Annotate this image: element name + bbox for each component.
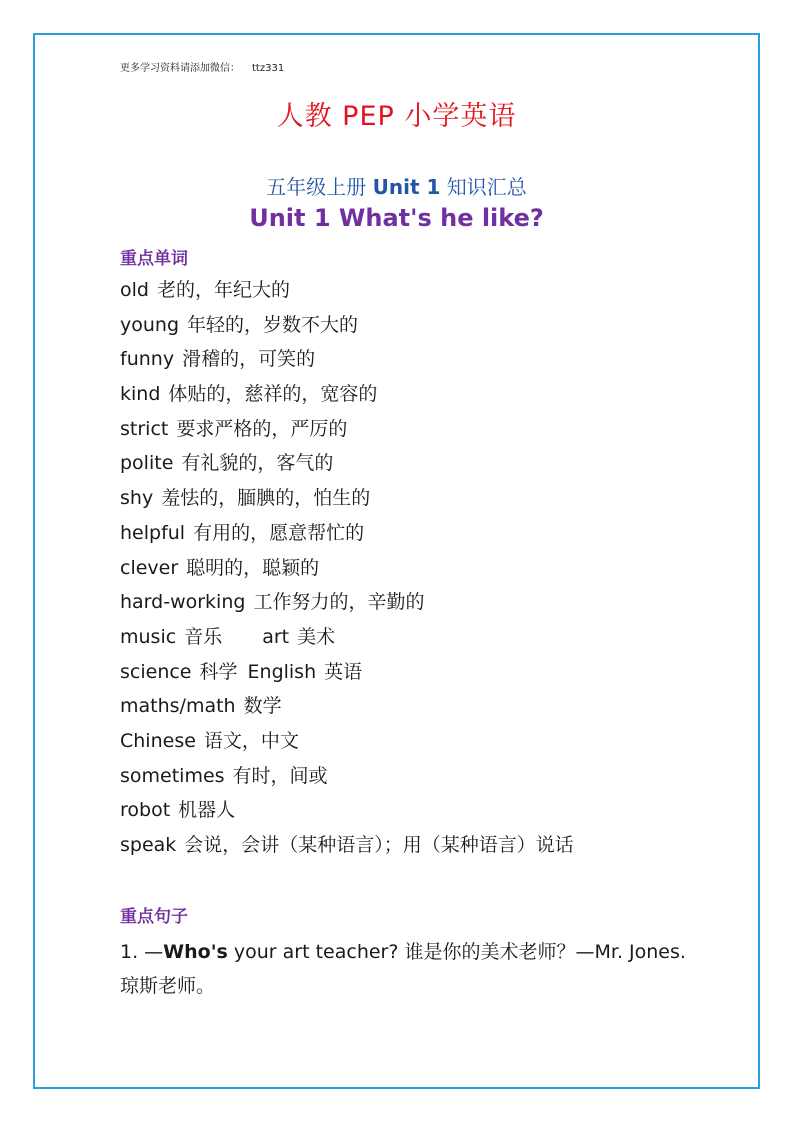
vocab-word: shy [120, 487, 154, 510]
vocab-meaning: 聪明的，聪颖的 [186, 556, 320, 579]
vocab-meaning: 机器人 [178, 799, 236, 822]
vocab-meaning: 滑稽的，可笑的 [182, 348, 316, 371]
unit-title: Unit 1 What's he like? [249, 204, 544, 232]
vocab-item [120, 381, 574, 416]
vocab-item [120, 416, 574, 451]
vocab-item [120, 659, 574, 694]
vocab-word: clever [120, 556, 179, 579]
vocab-meaning: 有用的，愿意帮忙的 [193, 521, 365, 544]
vocab-meaning: 年轻的，岁数不大的 [187, 313, 359, 336]
vocab-meaning: 有礼貌的，客气的 [181, 452, 334, 475]
header-note [120, 59, 284, 74]
vocab-item [120, 763, 574, 798]
vocab-item [120, 589, 574, 624]
vocab-word: funny [120, 348, 175, 371]
subtitle-unit: Unit 1 [372, 175, 441, 199]
vocab-meaning: 音乐 [184, 625, 223, 648]
vocab-word: English [247, 660, 317, 683]
vocab-meaning: 语文，中文 [203, 729, 299, 752]
vocab-word: old [120, 279, 149, 301]
vocab-meaning: 羞怯的，腼腆的，怕生的 [161, 487, 371, 510]
vocab-meaning: 工作努力的，辛勤的 [253, 591, 425, 614]
vocab-word: strict [120, 417, 169, 440]
vocab-word: polite [120, 452, 174, 475]
vocab-item [120, 346, 574, 381]
wechat-id: ttz331 [252, 63, 285, 74]
vocab-meaning: 数学 [243, 695, 282, 718]
vocab-meaning: 会说，会讲（某种语言）；用（某种语言）说话 [184, 834, 574, 856]
header-note-text: 更多学习资料请添加微信： [120, 63, 240, 74]
vocab-meaning: 体贴的，慈祥的，宽容的 [168, 383, 378, 406]
vocab-list [120, 277, 574, 867]
vocab-meaning: 英语 [324, 660, 363, 683]
subtitle [0, 171, 793, 200]
vocab-meaning: 美术 [297, 625, 336, 648]
vocab-item [120, 312, 574, 347]
vocab-item [120, 450, 574, 485]
vocab-item [120, 555, 574, 590]
vocab-word: Chinese [120, 729, 196, 752]
vocab-item [120, 624, 574, 659]
vocab-word: music [120, 625, 177, 648]
vocab-meaning: 老的，年纪大的 [156, 279, 290, 301]
vocab-heading: 重点单词 [120, 249, 188, 269]
sentence-rest: your art teacher? 谁是你的美术老师？—Mr. Jones.琼斯老师。 [120, 941, 686, 997]
vocab-item [120, 728, 574, 763]
vocab-item [120, 277, 574, 312]
vocab-item [120, 797, 574, 832]
vocab-word: art [262, 625, 290, 648]
vocab-word: robot [120, 799, 171, 822]
page-title: 人教 PEP 小学英语 [276, 101, 517, 132]
sentence-bold: Who's [163, 941, 228, 963]
vocab-word: kind [120, 383, 161, 406]
vocab-item [120, 693, 574, 728]
vocab-word: speak [120, 834, 177, 856]
vocab-word: maths/math [120, 695, 236, 718]
sentence-num: 1. — [120, 941, 164, 963]
vocab-meaning: 科学 [199, 660, 238, 683]
vocab-meaning: 要求严格的，严厉的 [176, 417, 348, 440]
vocab-word: science [120, 660, 192, 683]
sentence-1 [120, 935, 700, 1003]
vocab-item [120, 832, 574, 867]
vocab-word: young [120, 313, 180, 336]
vocab-item [120, 485, 574, 520]
vocab-word: hard-working [120, 591, 246, 614]
vocab-meaning: 有时，间或 [232, 764, 328, 787]
vocab-word: sometimes [120, 764, 225, 787]
subtitle-suffix: 知识汇总 [440, 175, 527, 199]
vocab-word: helpful [120, 521, 186, 544]
vocab-item [120, 520, 574, 555]
subtitle-prefix: 五年级上册 [266, 175, 373, 199]
sentence-heading: 重点句子 [120, 907, 188, 927]
